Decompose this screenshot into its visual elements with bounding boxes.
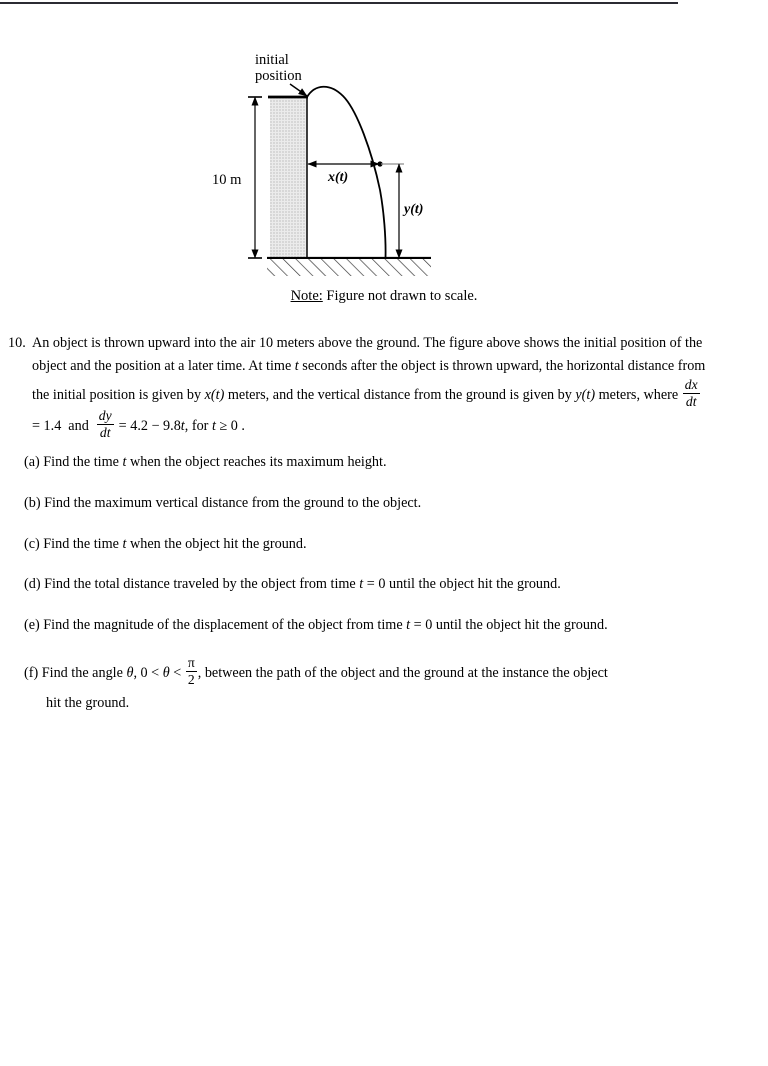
stem-line-2b: seconds after the object is thrown upward, [298,358,543,374]
part-a-text-after: when the object reaches its maximum height. [126,454,387,470]
stem-line-4b: meters, where [595,386,682,403]
part-d [24,574,744,595]
stem-var-t-1: t [294,358,299,374]
stem-line-3a: the horizontal distance from the initial position is given by [32,358,706,403]
part-e-var: t [406,617,411,634]
problem-number: 10. [8,335,26,351]
part-f-theta-2: θ [162,664,170,681]
part-a [24,452,744,473]
part-d-text-after: = 0 until the object hit the ground. [363,576,561,593]
part-e-label: (e) [24,617,40,634]
dy-dt-fraction [97,409,114,440]
dx-denominator: dt [685,393,697,409]
part-a-label: (a) [24,454,40,470]
domain-rest: ≥ 0 . [215,417,245,434]
figure-svg [0,40,768,315]
initial-position-label-line2: position [255,68,302,84]
pi-over-two-fraction [186,656,197,687]
part-d-text-before: Find the total distance traveled by the object from time [44,576,360,593]
y-of-t-label: y(t) [404,202,424,217]
part-c [24,534,744,555]
part-c-var: t [122,535,127,552]
part-f-text-d: , between the path of the object and the ground at the instance the object [197,664,608,681]
page-top-rule [0,2,678,4]
initial-position-label-line1: initial [255,52,289,68]
part-f-text-c: < [169,664,185,681]
equation-1: = 1.4 [32,417,62,434]
equation-2-tail: , for [184,417,212,434]
stem-fn-x: x(t) [204,386,225,403]
part-e [24,615,744,636]
stem-line-2a: position of the object and the position at a later time. At time [32,335,703,374]
part-d-var: t [359,576,364,593]
x-of-t-label: x(t) [328,170,349,185]
and-conjunction: and [68,417,89,434]
stem-fn-y: y(t) [575,386,596,403]
part-a-text-before: Find the time [43,454,123,470]
part-f-continuation: hit the ground. [46,694,130,711]
equation-2-var: t [180,417,185,434]
part-b-label: (b) [24,494,41,511]
initial-position-pointer-arrow [290,84,307,96]
part-b-text-before: Find the maximum vertical distance from the ground to the object. [44,494,422,511]
part-c-label: (c) [24,535,40,552]
part-b [24,493,744,514]
part-f-text-b: , 0 < [133,664,163,681]
note-label: Note: [290,288,323,304]
part-f-label: (f) [24,664,39,681]
domain-var: t [211,417,216,434]
problem-stem [8,332,708,440]
part-e-text-after: = 0 until the object hit the ground. [410,617,608,634]
dy-numerator: dy [98,407,112,423]
part-c-text-before: Find the time [43,535,123,552]
note-text: Figure not drawn to scale. [322,288,478,304]
stem-line-4a: ground is given by [465,386,576,403]
problem-parts-list [24,452,744,734]
pi-numerator: π [187,654,195,670]
height-label: 10 m [212,172,242,188]
two-denominator: 2 [187,671,195,687]
part-a-var: t [122,454,127,470]
ground-hatching [267,259,431,276]
equation-2: = 4.2 − 9.8 [118,417,181,434]
part-f-theta-1: θ [126,664,134,681]
part-f [24,656,744,714]
part-c-text-after: when the object hit the ground. [126,535,307,552]
building-block [270,97,307,258]
trajectory-figure [0,40,768,315]
stem-line-1: An object is thrown upward into the air 10 meters above the ground. The figure above shows the initial [32,335,617,351]
problem-stem-body [32,332,708,440]
figure-note [0,288,768,305]
dy-denominator: dt [99,424,111,440]
dx-numerator: dx [684,377,698,392]
part-f-text-a: Find the angle [41,664,127,681]
dx-dt-fraction [683,378,700,409]
stem-line-3b: meters, and the vertical distance from the [224,386,463,403]
part-d-label: (d) [24,576,41,593]
part-e-text-before: Find the magnitude of the displacement of the object from time [43,617,407,634]
